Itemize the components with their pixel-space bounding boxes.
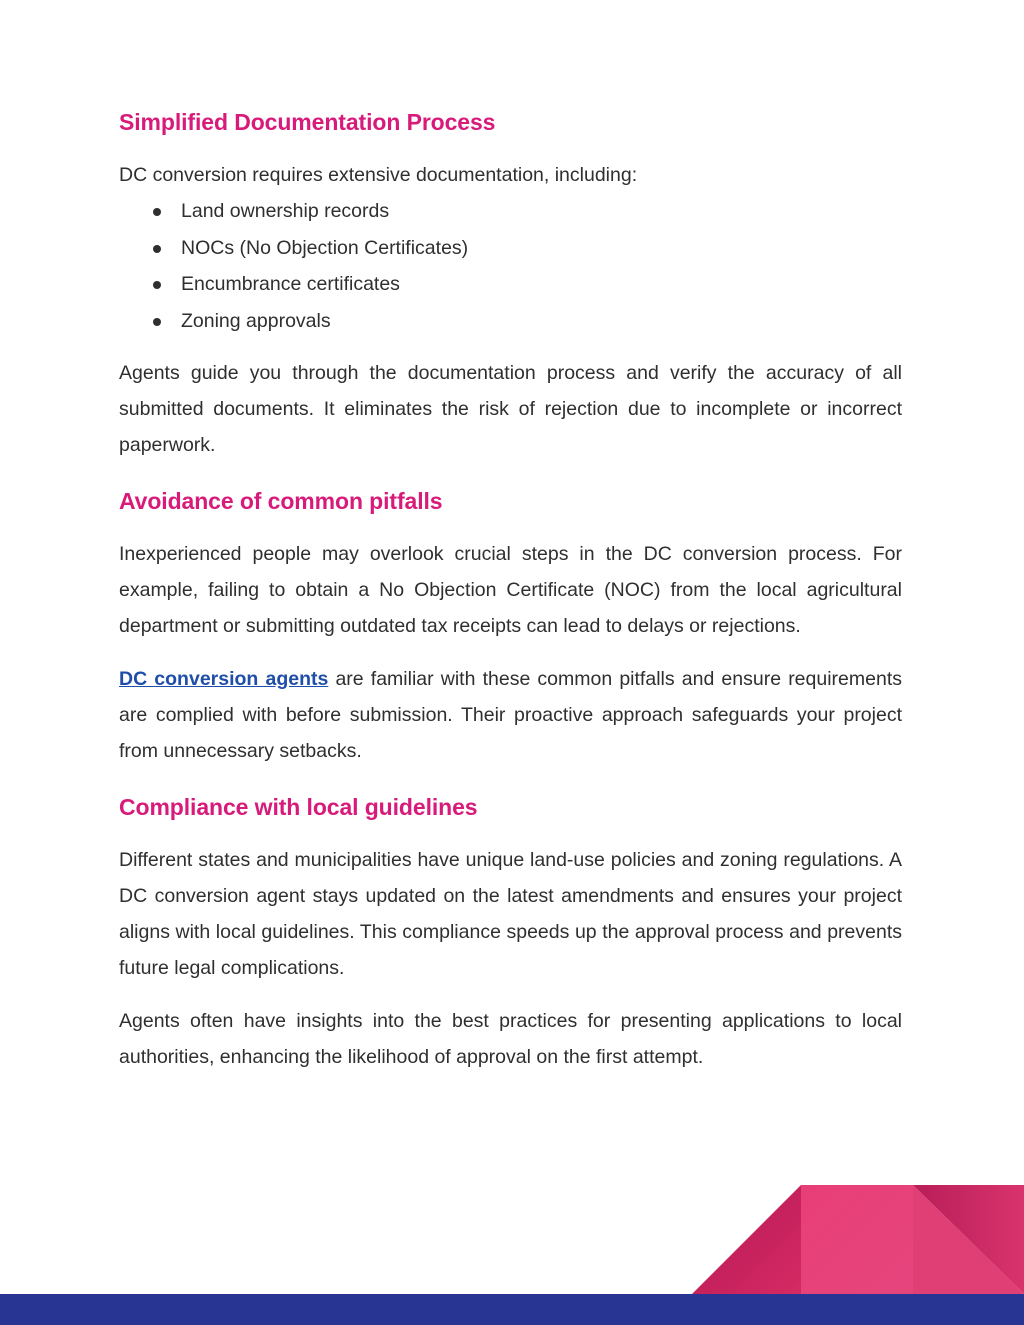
documentation-list xyxy=(119,193,902,339)
list-item-text: Zoning approvals xyxy=(181,309,331,332)
bullet-icon xyxy=(153,208,161,216)
dc-conversion-agents-link[interactable]: DC conversion agents xyxy=(119,668,329,690)
pitfalls-agents-paragraph xyxy=(119,661,902,769)
list-item-text: Land ownership records xyxy=(181,200,390,222)
list-item xyxy=(119,193,902,230)
compliance-agents-paragraph: Agents often have insights into the best practices for presenting applications to local authorities, enhancing the likelihood of approval on the first attempt. xyxy=(119,1010,902,1068)
compliance-paragraph: Different states and municipalities have unique land-use policies and zoning regulations. A DC conversion agent stays updated on the latest amendments and ensures your project aligns with local guidelines. This compliance speeds up the approval process and prevents future legal complications. xyxy=(119,849,902,979)
section-heading-pitfalls: Avoidance of common pitfalls xyxy=(119,488,443,514)
list-item xyxy=(119,266,902,303)
decor-middle-block xyxy=(801,1185,913,1294)
pitfalls-paragraph: Inexperienced people may overlook crucial steps in the DC conversion process. For example, failing to obtain a No Objection Certificate (NOC) from the local agricultural department or submitting outdated tax receipts can lead to delays or rejections. xyxy=(119,543,902,637)
bullet-icon xyxy=(153,245,161,253)
list-item-text: NOCs (No Objection Certificates) xyxy=(181,236,469,259)
section-heading-compliance: Compliance with local guidelines xyxy=(119,794,478,820)
decor-right-shade xyxy=(913,1185,1024,1294)
footer-bar xyxy=(0,1294,1024,1325)
documentation-intro: DC conversion requires extensive documentation, including: xyxy=(119,164,638,186)
decor-right-block xyxy=(913,1185,1024,1294)
section-heading-documentation: Simplified Documentation Process xyxy=(119,109,496,135)
bullet-icon xyxy=(153,318,161,326)
bullet-icon xyxy=(153,281,161,289)
decor-left-triangle xyxy=(692,1185,801,1294)
documentation-paragraph: Agents guide you through the documentation process and verify the accuracy of all submitted documents. It eliminates the risk of rejection due to incomplete or incorrect paperwork. xyxy=(119,362,902,456)
list-item xyxy=(119,303,902,340)
list-item-text: Encumbrance certificates xyxy=(181,273,400,295)
list-item xyxy=(119,230,902,267)
pitfalls-agents-text: are familiar with these common pitfalls and ensure requirements are complied with before submission. Their proactive approach safeguards your project from unnecessary setbacks. xyxy=(119,668,902,762)
document-content xyxy=(119,106,902,1075)
